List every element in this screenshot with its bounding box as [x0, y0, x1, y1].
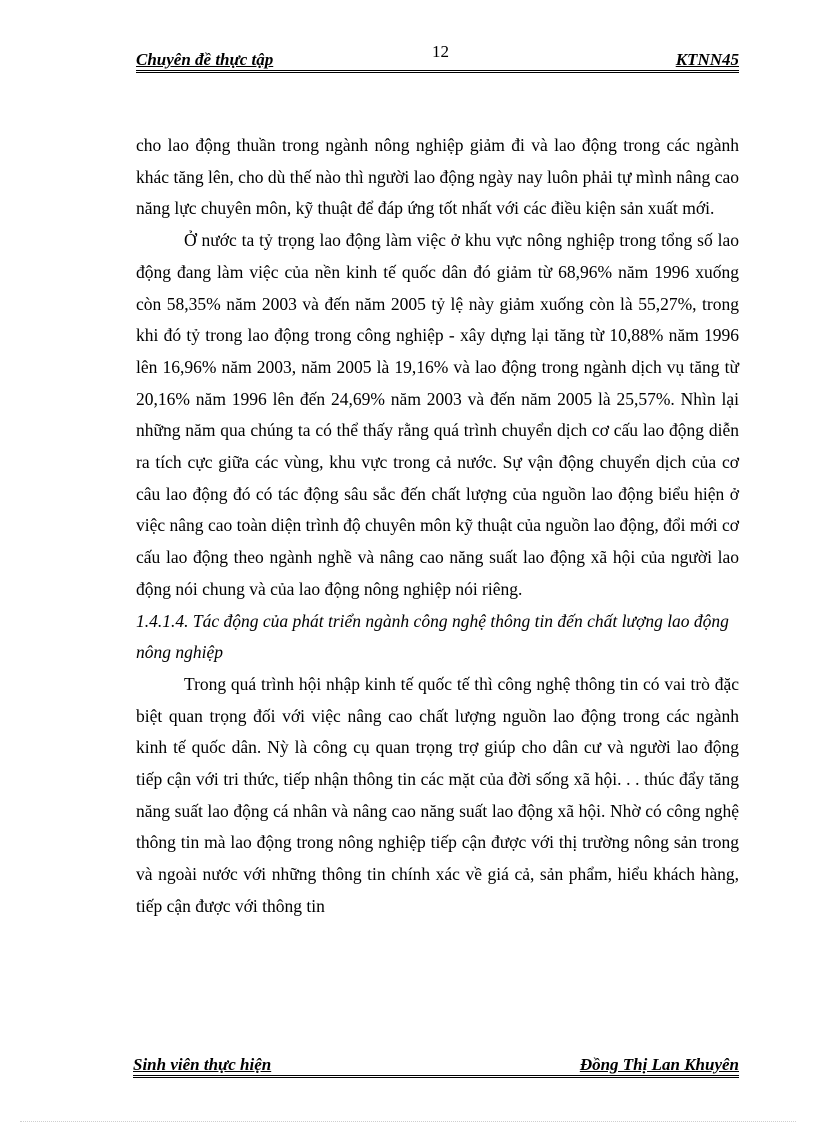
footer-author: Đồng Thị Lan Khuyên [579, 1055, 739, 1074]
paragraph: Ở nước ta tỷ trọng lao động làm việc ở khu vực nông nghiệp trong tổng số lao động đang làm việc của nền kinh tế quốc dân đó giảm từ 68,96% năm 1996 xuống còn 58,35% năm 2003 và đến năm 2005 tỷ lệ này giảm xuống còn là 55,27%, trong khi đó tỷ trong lao động trong công nghiệp - xây dựng lại tăng từ 10,88% năm 1996 lên 16,96% năm 2003, năm 2005 là 19,16% và lao động trong ngành dịch vụ tăng từ 20,16% năm 1996 lên đến 24,69% năm 2003 và đến năm 2005 là 25,57%. Nhìn lại những năm qua chúng ta có thể thấy rằng quá trình chuyển dịch cơ cấu lao động diễn ra tích cực giữa các vùng, khu vực trong cả nước. Sự vận động chuyển dịch của cơ câu lao động đó có tác động sâu sắc đến chất lượng của nguồn lao động biểu hiện ở việc nâng cao toàn diện trình độ chuyên môn kỹ thuật của nguồn lao động, đổi mới cơ cấu lao động theo ngành nghề và nâng cao năng suất lao động xã hội của người lao động nói chung và của lao động nông nghiệp nói riêng. [136, 230, 739, 599]
header-report-title: Chuyên đề thực tập [136, 50, 274, 69]
page-edge-divider [20, 1121, 796, 1122]
page-header [136, 42, 739, 73]
footer-label: Sinh viên thực hiện [133, 1055, 272, 1074]
paragraph: cho lao động thuần trong ngành nông nghiệp giảm đi và lao động trong các ngành khác tăng lên, cho dù thế nào thì người lao động ngày nay luôn phải tự mình nâng cao năng lực chuyên môn, kỹ thuật để đáp ứng tốt nhất với các điều kiện sản xuất mới. [136, 135, 739, 219]
paragraph: Trong quá trình hội nhập kinh tế quốc tế thì công nghệ thông tin có vai trò đặc biệt quan trọng đối với việc nâng cao chất lượng nguồn lao động trong các ngành kinh tế quốc dân. Nỳ là công cụ quan trọng trợ giúp cho dân cư và người lao động tiếp cận với tri thức, tiếp nhận thông tin các mặt của đời sống xã hội. . . thúc đẩy tăng năng suất lao động cá nhân và nâng cao năng suất lao động xã hội. Nhờ có công nghệ thông tin mà lao động trong nông nghiệp tiếp cận được với thị trường nông sản trong và ngoài nước với những thông tin chính xác về giá cả, sản phẩm, hiểu khách hàng, tiếp cận được với thông tin [136, 673, 739, 916]
header-class-code: KTNN45 [675, 50, 739, 69]
page-footer [133, 1053, 739, 1078]
document-body [136, 130, 739, 923]
page-number: 12 [432, 42, 449, 61]
section-heading: 1.4.1.4. Tác động của phát triển ngành công nghệ thông tin đến chất lượng lao động nông nghiệp [136, 610, 729, 663]
